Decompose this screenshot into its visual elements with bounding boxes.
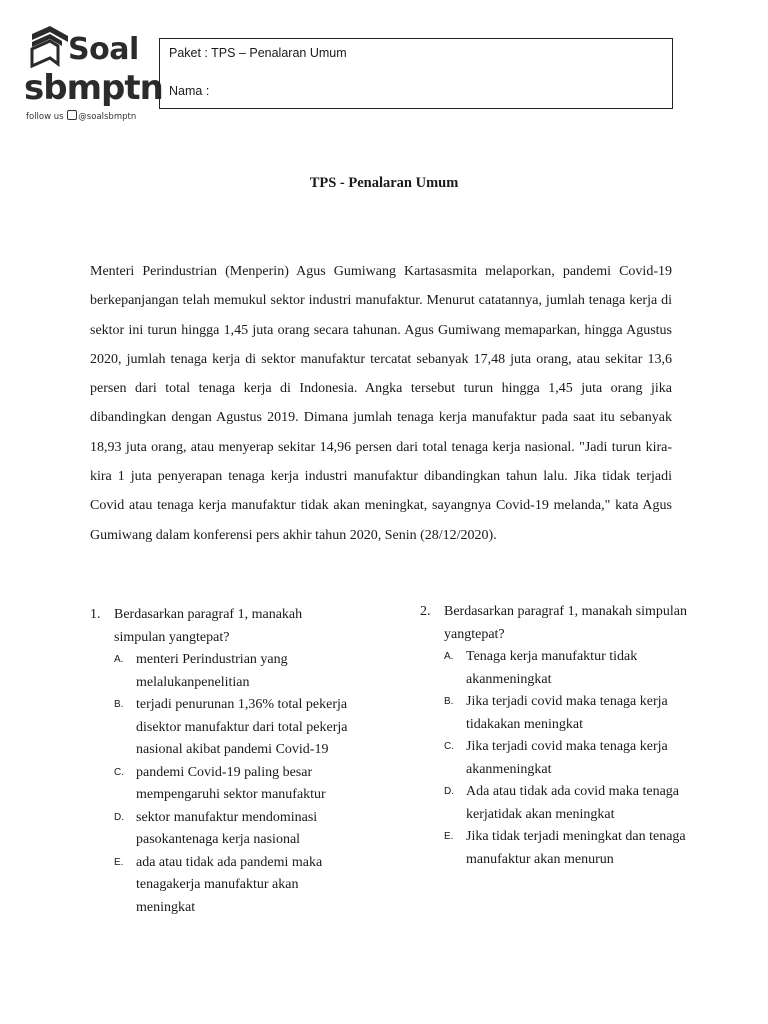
logo-follow-line: [26, 110, 136, 122]
question-text: Berdasarkan paragraf 1, manakah simpulan yangtepat?: [444, 604, 687, 642]
question-stem: [420, 601, 720, 646]
reading-passage: Menteri Perindustrian (Menperin) Agus Gumiwang Kartasasmita melaporkan, pandemi Covid-19 berkepanjangan telah memukul sektor industri manufaktur. Menurut catatannya, jumlah tenaga kerja di sektor ini turun hingga 1,45 juta orang secara tahunan. Agus Gumiwang memaparkan, hingga Agustus 2020, jumlah tenaga kerja di sektor manufaktur tercatat sebanyak 17,48 juta orang, atau sekitar 13,6 persen dari total tenaga kerja di Indonesia. Angka tersebut turun hingga 1,45 juta orang jika dibandingkan dengan Agustus 2019. Dimana jumlah tenaga kerja manufaktur pada saat itu sebanyak 18,93 juta orang, atau menyerap sekitar 14,96 persen dari total tenaga kerja nasional. "Jadi turun kira-kira 1 juta penyerapan tenaga kerja industri manufaktur dibandingkan tahun lalu. Jika tidak terjadi Covid atau tenaga kerja manufaktur tidak akan meningkat, sayangnya Covid-19 melanda," kata Agus Gumiwang dalam konferensi pers akhir tahun 2020, Senin (28/12/2020).: [90, 264, 672, 543]
option-text: Tenaga kerja manufaktur tidak akanmeningkat: [466, 649, 638, 687]
option-d: [90, 807, 350, 852]
option-letter: C.: [444, 741, 454, 752]
option-text: terjadi penurunan 1,36% total pekerja disektor manufaktur dari total pekerja nasional akibat pandemi Covid-19: [136, 697, 348, 757]
option-letter: E.: [444, 831, 454, 842]
question-text: Berdasarkan paragraf 1, manakah simpulan yangtepat?: [114, 607, 303, 645]
instagram-icon: [67, 110, 77, 120]
option-letter: A.: [114, 654, 124, 665]
question-number: 2.: [420, 604, 431, 619]
option-letter: B.: [114, 699, 124, 710]
page-title: TPS - Penalaran Umum: [309, 175, 459, 191]
option-a: [420, 646, 720, 691]
option-a: [90, 649, 350, 694]
social-handle: @soalsbmptn: [78, 112, 137, 122]
option-b: [420, 691, 720, 736]
option-text: sektor manufaktur mendominasi pasokantenaga kerja nasional: [136, 809, 318, 847]
logo-text-soal: Soal: [68, 32, 139, 67]
option-letter: B.: [444, 696, 454, 707]
option-e: [420, 826, 720, 871]
question-1: [90, 604, 350, 919]
option-c: [90, 762, 350, 807]
books-logo-icon: [28, 24, 70, 68]
brand-logo: [22, 24, 163, 122]
option-text: ada atau tidak ada pandemi maka tenagakerja manufaktur akan meningkat: [136, 854, 323, 915]
header-info-box: [159, 38, 673, 109]
question-2: [420, 601, 720, 871]
option-text: Jika terjadi covid maka tenaga kerja tidakakan meningkat: [466, 694, 668, 732]
option-text: pandemi Covid-19 paling besar mempengaruhi sektor manufaktur: [136, 764, 326, 802]
follow-prefix: follow us: [26, 112, 64, 122]
paket-label: Paket : TPS – Penalaran Umum: [169, 46, 347, 60]
question-stem: [90, 604, 350, 649]
option-b: [90, 694, 350, 762]
option-d: [420, 781, 720, 826]
option-letter: E.: [114, 856, 124, 868]
option-text: Jika tidak terjadi meningkat dan tenaga manufaktur akan menurun: [466, 829, 686, 867]
question-number: 1.: [90, 607, 101, 622]
nama-label: Nama :: [169, 84, 210, 98]
option-c: [420, 736, 720, 781]
option-letter: C.: [114, 766, 124, 778]
logo-text-sbmptn: sbmptn: [24, 68, 163, 108]
option-letter: A.: [444, 651, 454, 662]
option-text: Ada atau tidak ada covid maka tenaga kerjatidak akan meningkat: [466, 784, 680, 822]
option-letter: D.: [444, 786, 454, 797]
option-text: Jika terjadi covid maka tenaga kerja akanmeningkat: [466, 739, 668, 777]
option-text: menteri Perindustrian yang melalukanpenelitian: [136, 652, 288, 690]
option-letter: D.: [114, 811, 124, 823]
option-e: [90, 852, 350, 920]
